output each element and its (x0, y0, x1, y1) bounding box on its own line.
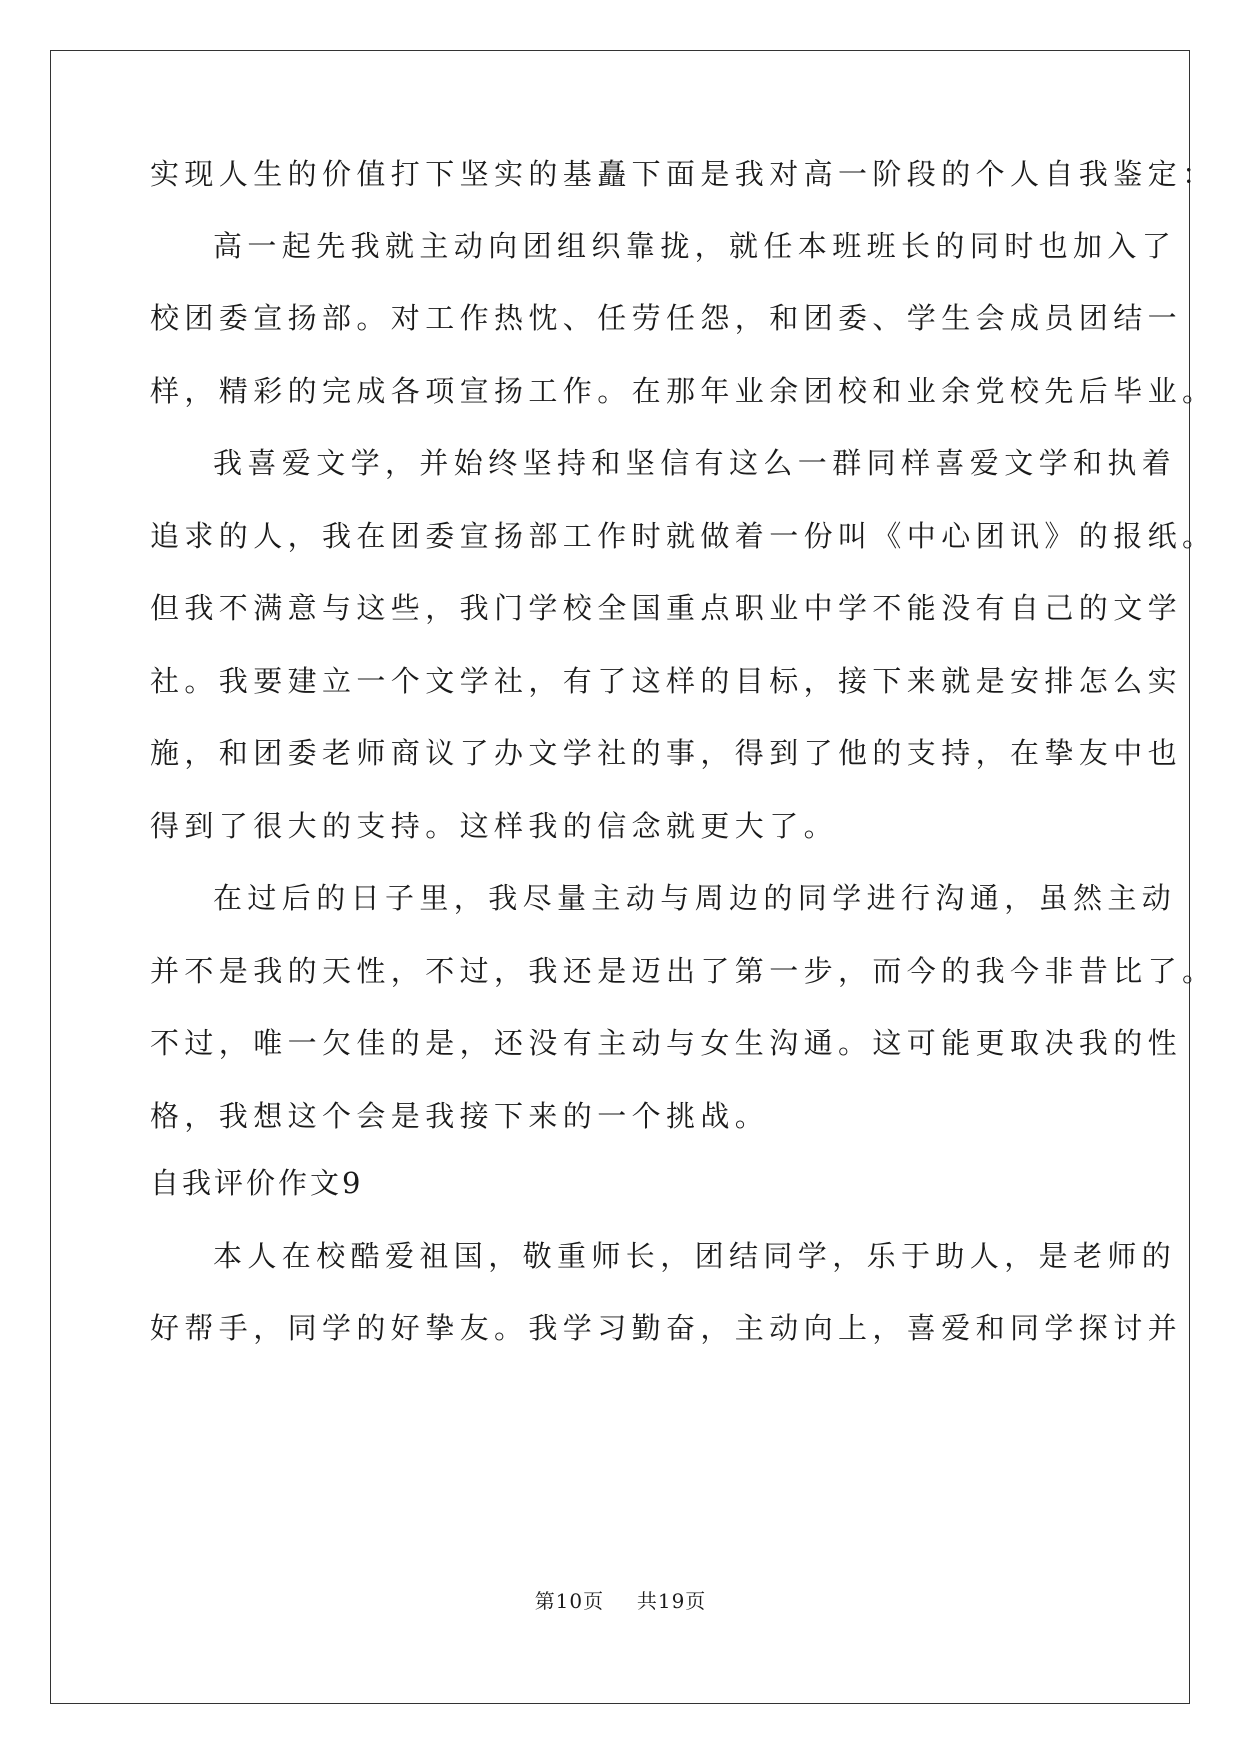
text-line: 高一起先我就主动向团组织靠拢，就任本班班长的同时也加入了 (213, 229, 1177, 263)
text-line: 好帮手，同学的好挚友。我学习勤奋，主动向上，喜爱和同学探讨并 (150, 1311, 1183, 1345)
text-line: 追求的人，我在团委宣扬部工作时就做着一份叫《中心团讯》的报纸。 (150, 519, 1217, 553)
text-line: 社。我要建立一个文学社，有了这样的目标，接下来就是安排怎么实 (150, 664, 1183, 698)
text-line: 样，精彩的完成各项宣扬工作。在那年业余团校和业余党校先后毕业。 (150, 374, 1217, 408)
text-line: 并不是我的天性，不过，我还是迈出了第一步，而今的我今非昔比了。 (150, 954, 1217, 988)
page-total: 共19页 (636, 1589, 707, 1613)
text-line: 本人在校酷爱祖国，敬重师长，团结同学，乐于助人，是老师的 (213, 1239, 1177, 1273)
text-line: 我喜爱文学，并始终坚持和坚信有这么一群同样喜爱文学和执着 (213, 446, 1177, 480)
text-line: 施，和团委老师商议了办文学社的事，得到了他的支持，在挚友中也 (150, 736, 1183, 770)
text-line: 得到了很大的支持。这样我的信念就更大了。 (150, 809, 839, 843)
section-heading: 自我评价作文9 (150, 1166, 364, 1200)
text-line: 不过，唯一欠佳的是，还没有主动与女生沟通。这可能更取决我的性 (150, 1026, 1183, 1060)
text-line: 格，我想这个会是我接下来的一个挑战。 (150, 1099, 770, 1133)
text-line: 在过后的日子里，我尽量主动与周边的同学进行沟通，虽然主动 (213, 881, 1177, 915)
text-line: 但我不满意与这些，我门学校全国重点职业中学不能没有自己的文学 (150, 591, 1183, 625)
text-line: 实现人生的价值打下坚实的基矗下面是我对高一阶段的个人自我鉴定： (150, 157, 1217, 191)
text-line: 校团委宣扬部。对工作热忱、任劳任怨，和团委、学生会成员团结一 (150, 301, 1183, 335)
page-footer (0, 1585, 1241, 1614)
page-number: 第10页 (534, 1589, 605, 1613)
